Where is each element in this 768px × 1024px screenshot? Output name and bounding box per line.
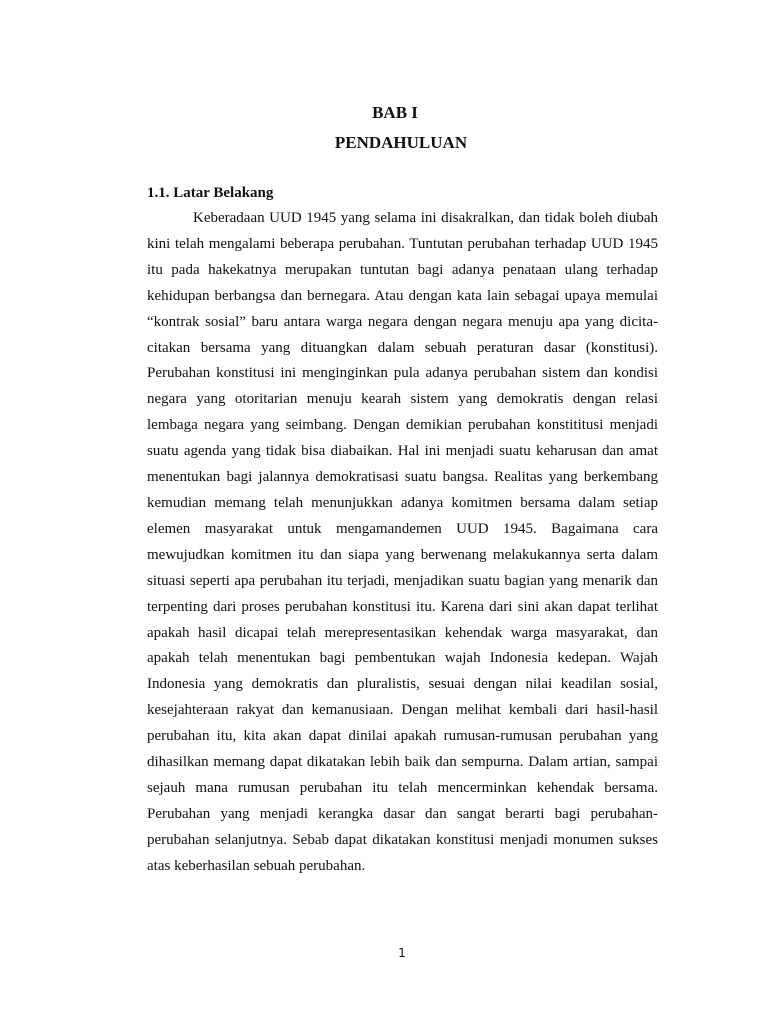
section-heading: 1.1. Latar Belakang [147, 185, 274, 201]
page-number: 1 [398, 946, 406, 960]
chapter-title: PENDAHULUAN [334, 133, 468, 152]
body-paragraph: Keberadaan UUD 1945 yang selama ini disakralkan, dan tidak boleh diubah kini telah mengalami beberapa perubahan. Tuntutan perubahan terhadap UUD 1945 itu pada hakekatnya merupakan tuntutan bagi adanya penataan ulang terhadap kehidupan berbangsa dan bernegara. Atau dengan kata lain sebagai upaya memulai “kontrak sosial” baru antara warga negara dengan negara menuju apa yang dicita-citakan bersama yang dituangkan dalam sebuah peraturan dasar (konstitusi). Perubahan konstitusi ini menginginkan pula adanya perubahan sistem dan kondisi negara yang otoritarian menuju kearah sistem yang demokratis dengan relasi lembaga negara yang seimbang. Dengan demikian perubahan konstititusi menjadi suatu agenda yang tidak bisa diabaikan. Hal ini menjadi suatu keharusan dan amat menentukan bagi jalannya demokratisasi suatu bangsa. Realitas yang berkembang kemudian memang telah menunjukkan adanya komitmen bersama dalam setiap elemen masyarakat untuk mengamandemen UUD 1945. Bagaimana cara mewujudkan komitmen itu dan siapa yang berwenang melakukannya serta dalam situasi seperti apa perubahan itu terjadi, menjadikan suatu bagian yang menarik dan terpenting dari proses perubahan konstitusi itu. Karena dari sini akan dapat terlihat apakah hasil dicapai telah merepresentasikan kehendak warga masyarakat, dan apakah telah menentukan bagi pembentukan wajah Indonesia kedepan. Wajah Indonesia yang demokratis dan pluralistis, sesuai dengan nilai keadilan sosial, kesejahteraan rakyat dan kemanusiaan. Dengan melihat kembali dari hasil-hasil perubahan itu, kita akan dapat dinilai apakah rumusan-rumusan perubahan yang dihasilkan memang dapat dikatakan lebih baik dan sempurna. Dalam artian, sampai sejauh mana rumusan perubahan itu telah mencerminkan kehendak bersama. Perubahan yang menjadi kerangka dasar dan sangat berarti bagi perubahan-perubahan selanjutnya. Sebab dapat dikatakan konstitusi menjadi monumen sukses atas keberhasilan sebuah perubahan. [147, 210, 658, 874]
chapter-label: BAB I [372, 103, 418, 122]
